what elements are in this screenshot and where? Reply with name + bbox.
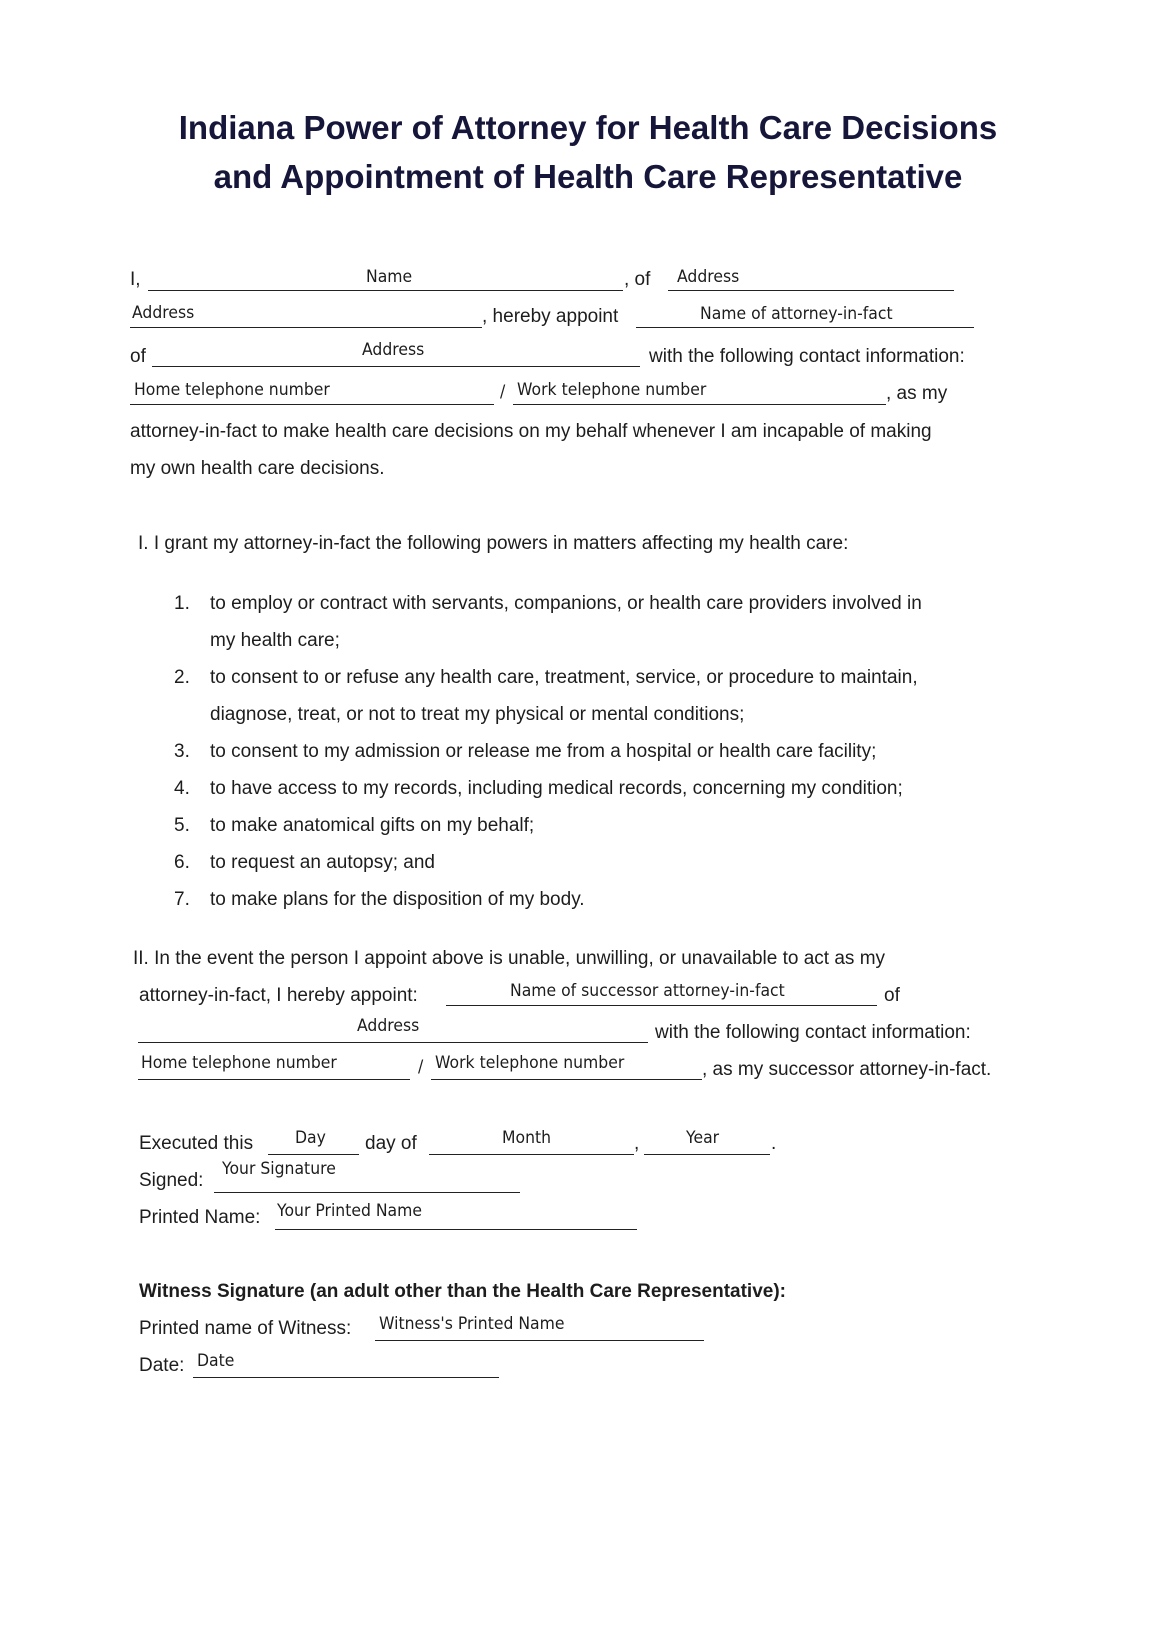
power-item-6-number: 6. [174, 852, 190, 873]
attorney-work-phone-field[interactable]: Work telephone number [517, 380, 707, 400]
power-item-4-text: to have access to my records, including medical records, concerning my condition; [210, 778, 903, 799]
intro-hereby-appoint: , hereby appoint [482, 306, 619, 327]
witness-printed-name-line[interactable] [375, 1340, 704, 1341]
phone-separator: / [500, 382, 506, 402]
date-comma: , [634, 1133, 640, 1154]
executed-this-label: Executed this [139, 1133, 254, 1154]
power-item-2-number: 2. [174, 667, 190, 688]
power-item-4-number: 4. [174, 778, 190, 799]
intro-of-prefix: of [130, 346, 146, 367]
section-2-successor-suffix: , as my successor attorney-in-fact. [702, 1059, 992, 1080]
principal-address-field-2[interactable]: Address [132, 303, 195, 323]
attorney-address-line[interactable] [152, 366, 640, 367]
witness-date-field[interactable]: Date [197, 1351, 235, 1371]
signature-field[interactable]: Your Signature [222, 1159, 336, 1179]
signature-line[interactable] [214, 1192, 520, 1193]
power-item-2-text-cont: diagnose, treat, or not to treat my physical or mental conditions; [210, 704, 745, 725]
power-item-1-text-cont: my health care; [210, 630, 340, 651]
section-2-intro: II. In the event the person I appoint above is unable, unwilling, or unavailable to act as my [133, 948, 886, 969]
intro-body-line-1: attorney-in-fact to make health care decisions on my behalf whenever I am incapable of making [130, 421, 932, 442]
witness-date-label: Date: [139, 1355, 185, 1376]
year-field[interactable]: Year [686, 1128, 720, 1148]
day-field[interactable]: Day [295, 1128, 326, 1148]
printed-name-line[interactable] [275, 1229, 637, 1230]
principal-address-line-1[interactable] [668, 290, 954, 291]
witness-printed-name-label: Printed name of Witness: [139, 1318, 352, 1339]
attorney-work-phone-line[interactable] [513, 404, 886, 405]
intro-of-text: , of [624, 269, 651, 290]
successor-phone-separator: / [418, 1057, 424, 1077]
power-item-7-number: 7. [174, 889, 190, 910]
intro-body-line-2: my own health care decisions. [130, 458, 385, 479]
section-1-heading: I. I grant my attorney-in-fact the following powers in matters affecting my health care: [138, 533, 849, 554]
section-2-of-text: of [884, 985, 900, 1006]
successor-home-phone-field[interactable]: Home telephone number [141, 1053, 337, 1073]
month-field[interactable]: Month [502, 1128, 552, 1148]
successor-work-phone-field[interactable]: Work telephone number [435, 1053, 625, 1073]
signed-label: Signed: [139, 1170, 204, 1191]
witness-date-line[interactable] [193, 1377, 499, 1378]
successor-home-phone-line[interactable] [138, 1079, 410, 1080]
power-item-3-text: to consent to my admission or release me from a hospital or health care facility; [210, 741, 877, 762]
section-2-contact-text: with the following contact information: [655, 1022, 971, 1043]
successor-name-line[interactable] [446, 1005, 877, 1006]
attorney-name-line[interactable] [636, 327, 974, 328]
intro-i-prefix: I, [130, 269, 141, 290]
power-item-3-number: 3. [174, 741, 190, 762]
date-period: . [771, 1133, 777, 1154]
attorney-home-phone-line[interactable] [130, 404, 494, 405]
printed-name-field[interactable]: Your Printed Name [277, 1201, 423, 1221]
attorney-address-field[interactable]: Address [362, 340, 425, 360]
power-item-7-text: to make plans for the disposition of my body. [210, 889, 585, 910]
successor-work-phone-line[interactable] [431, 1079, 702, 1080]
power-item-5-text: to make anatomical gifts on my behalf; [210, 815, 535, 836]
power-item-1-text: to employ or contract with servants, companions, or health care providers involved in [210, 593, 922, 614]
section-2-hereby-appoint: attorney-in-fact, I hereby appoint: [139, 985, 418, 1006]
month-line[interactable] [429, 1154, 634, 1155]
principal-name-line[interactable] [148, 290, 623, 291]
principal-name-field[interactable]: Name [366, 267, 413, 287]
document-title-line-1: Indiana Power of Attorney for Health Care Decisions [178, 109, 998, 146]
power-item-6-text: to request an autopsy; and [210, 852, 435, 873]
year-line[interactable] [644, 1154, 770, 1155]
intro-as-my: , as my [886, 383, 948, 404]
successor-address-field[interactable]: Address [357, 1016, 420, 1036]
attorney-home-phone-field[interactable]: Home telephone number [134, 380, 330, 400]
attorney-name-field[interactable]: Name of attorney-in-fact [700, 304, 893, 324]
power-item-5-number: 5. [174, 815, 190, 836]
successor-name-field[interactable]: Name of successor attorney-in-fact [510, 981, 785, 1001]
document-title-line-2: and Appointment of Health Care Representative [213, 158, 963, 195]
day-line[interactable] [268, 1154, 359, 1155]
day-of-label: day of [365, 1133, 417, 1154]
principal-address-field-1[interactable]: Address [677, 267, 740, 287]
power-item-2-text: to consent to or refuse any health care, treatment, service, or procedure to maintain, [210, 667, 918, 688]
witness-printed-name-field[interactable]: Witness's Printed Name [379, 1314, 565, 1334]
intro-contact-text: with the following contact information: [649, 346, 965, 367]
principal-address-line-2[interactable] [130, 327, 482, 328]
printed-name-label: Printed Name: [139, 1207, 261, 1228]
power-item-1-number: 1. [174, 593, 190, 614]
successor-address-line[interactable] [138, 1042, 648, 1043]
witness-heading: Witness Signature (an adult other than the Health Care Representative): [139, 1281, 787, 1302]
